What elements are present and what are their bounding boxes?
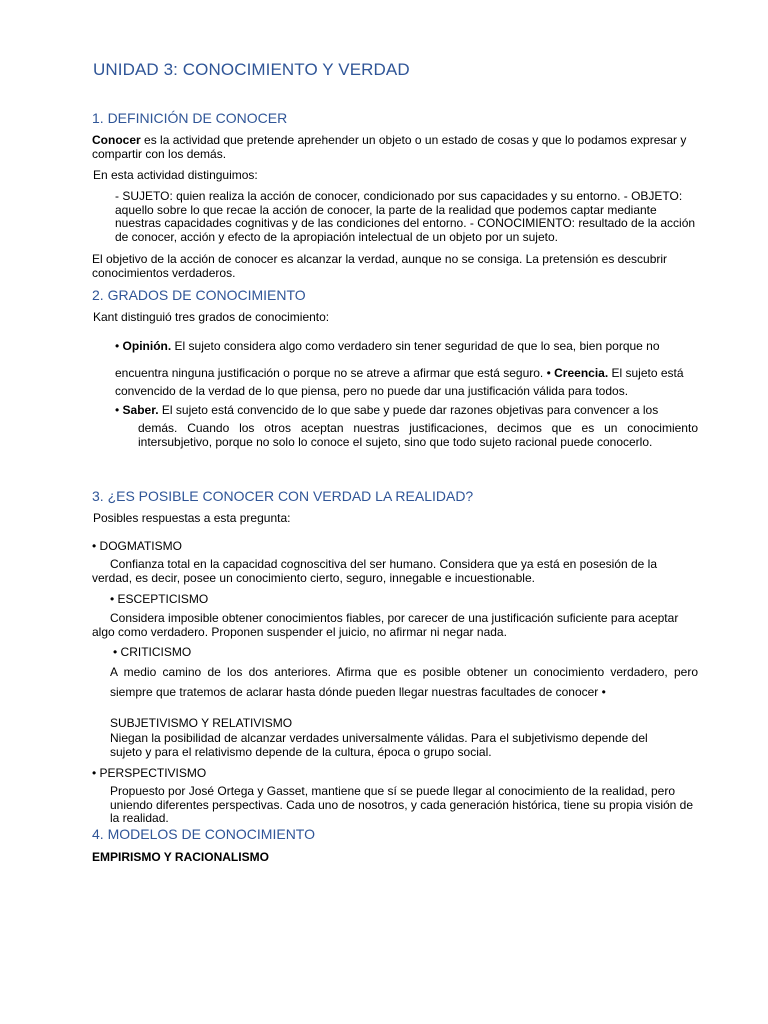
bullet: •	[115, 339, 123, 353]
section-1-paragraph-elements: - SUJETO: quien realiza la acción de conocer, condicionado por sus capacidades y su entorno. - OBJETO: aquello sobre lo que recae la acción de conocer, la parte de la realidad que podemos captar mediante nuestras capacidades cognitivas y de las condiciones del entorno. - CONOCIMIENTO: resultado de la acción de conocer, acción y efecto de la apropiación intelectual de un objeto por un sujeto.	[115, 189, 696, 244]
escepticismo-text: Considera imposible obtener conocimientos fiables, por carecer de una justificación suficiente para aceptar algo como verdadero. Proponen suspender el juicio, no afirmar ni negar nada.	[92, 611, 679, 639]
page-title: UNIDAD 3: CONOCIMIENTO Y VERDAD	[93, 60, 410, 79]
grado-opinion	[115, 340, 698, 354]
section-3-intro: Posibles respuestas a esta pregunta:	[93, 511, 291, 525]
opinion-continuation: encuentra ninguna justificación o porque no se atreve a afirmar que está seguro. •	[115, 366, 555, 380]
section-2-heading: 2. GRADOS DE CONOCIMIENTO	[92, 287, 306, 303]
section-4-subheading: EMPIRISMO Y RACIONALISMO	[92, 850, 269, 864]
section-1-heading: 1. DEFINICIÓN DE CONOCER	[92, 110, 288, 126]
item-dogmatismo: • DOGMATISMO	[92, 539, 182, 553]
section-1-paragraph-intro: En esta actividad distinguimos:	[93, 168, 258, 182]
term-saber: Saber.	[122, 403, 159, 417]
grado-saber	[115, 404, 698, 418]
perspectivismo-text: Propuesto por José Ortega y Gasset, mantiene que sí se puede llegar al conocimiento de la realidad, pero uniendo diferentes perspectivas. Cada uno de nosotros, y cada generación histórica, tiene su propia visión de la realidad.	[110, 784, 694, 826]
term-opinion: Opinión.	[122, 339, 172, 353]
item-subjetivismo: SUBJETIVISMO Y RELATIVISMO	[110, 716, 293, 730]
grado-saber-continuation: demás. Cuando los otros aceptan nuestras justificaciones, decimos que es un conocimiento intersubjetivo, porque no solo lo conoce el sujeto, sino que todo sujeto racional puede conocerlo.	[138, 421, 698, 449]
term-conocer: Conocer	[92, 133, 141, 147]
saber-text: El sujeto está convencido de lo que sabe y puede dar razones objetivas para convencer a los	[158, 403, 659, 417]
term-creencia: Creencia.	[554, 366, 609, 380]
item-perspectivismo: • PERSPECTIVISMO	[92, 766, 207, 780]
section-3-heading: 3. ¿ES POSIBLE CONOCER CON VERDAD LA REALIDAD?	[92, 488, 474, 504]
dogmatismo-text: Confianza total en la capacidad cognoscitiva del ser humano. Considera que ya está en posesión de la verdad, es decir, posee un conocimiento cierto, seguro, innegable e incuestionable.	[92, 557, 658, 585]
grado-creencia	[115, 364, 698, 400]
bullet: •	[115, 403, 123, 417]
section-4-heading: 4. MODELOS DE CONOCIMIENTO	[92, 826, 315, 842]
criticismo-text: A medio camino de los dos anteriores. Afirma que es posible obtener un conocimiento verdadero, pero siempre que tratemos de aclarar hasta dónde pueden llegar nuestras facultades de conocer •	[110, 665, 698, 699]
section-2-intro: Kant distinguió tres grados de conocimiento:	[93, 310, 330, 324]
section-1-paragraph-definition	[92, 134, 698, 161]
subjetivismo-text: Niegan la posibilidad de alcanzar verdades universalmente válidas. Para el subjetivismo depende del sujeto y para el relativismo depende de la cultura, época o grupo social.	[110, 731, 648, 759]
creencia-text: El sujeto está convencido de la verdad de lo que piensa, pero no puede dar una justificación válida para todos.	[115, 366, 684, 398]
section-1-paragraph-objective: El objetivo de la acción de conocer es alcanzar la verdad, aunque no se consiga. La pretensión es descubrir conocimientos verdaderos.	[92, 252, 668, 280]
definition-text: es la actividad que pretende aprehender un objeto o un estado de cosas y que lo podamos expresar y compartir con los demás.	[92, 133, 687, 161]
item-criticismo: • CRITICISMO	[113, 645, 192, 659]
opinion-text: El sujeto considera algo como verdadero sin tener seguridad de que lo sea, bien porque no	[171, 339, 660, 353]
item-escepticismo: • ESCEPTICISMO	[110, 592, 209, 606]
